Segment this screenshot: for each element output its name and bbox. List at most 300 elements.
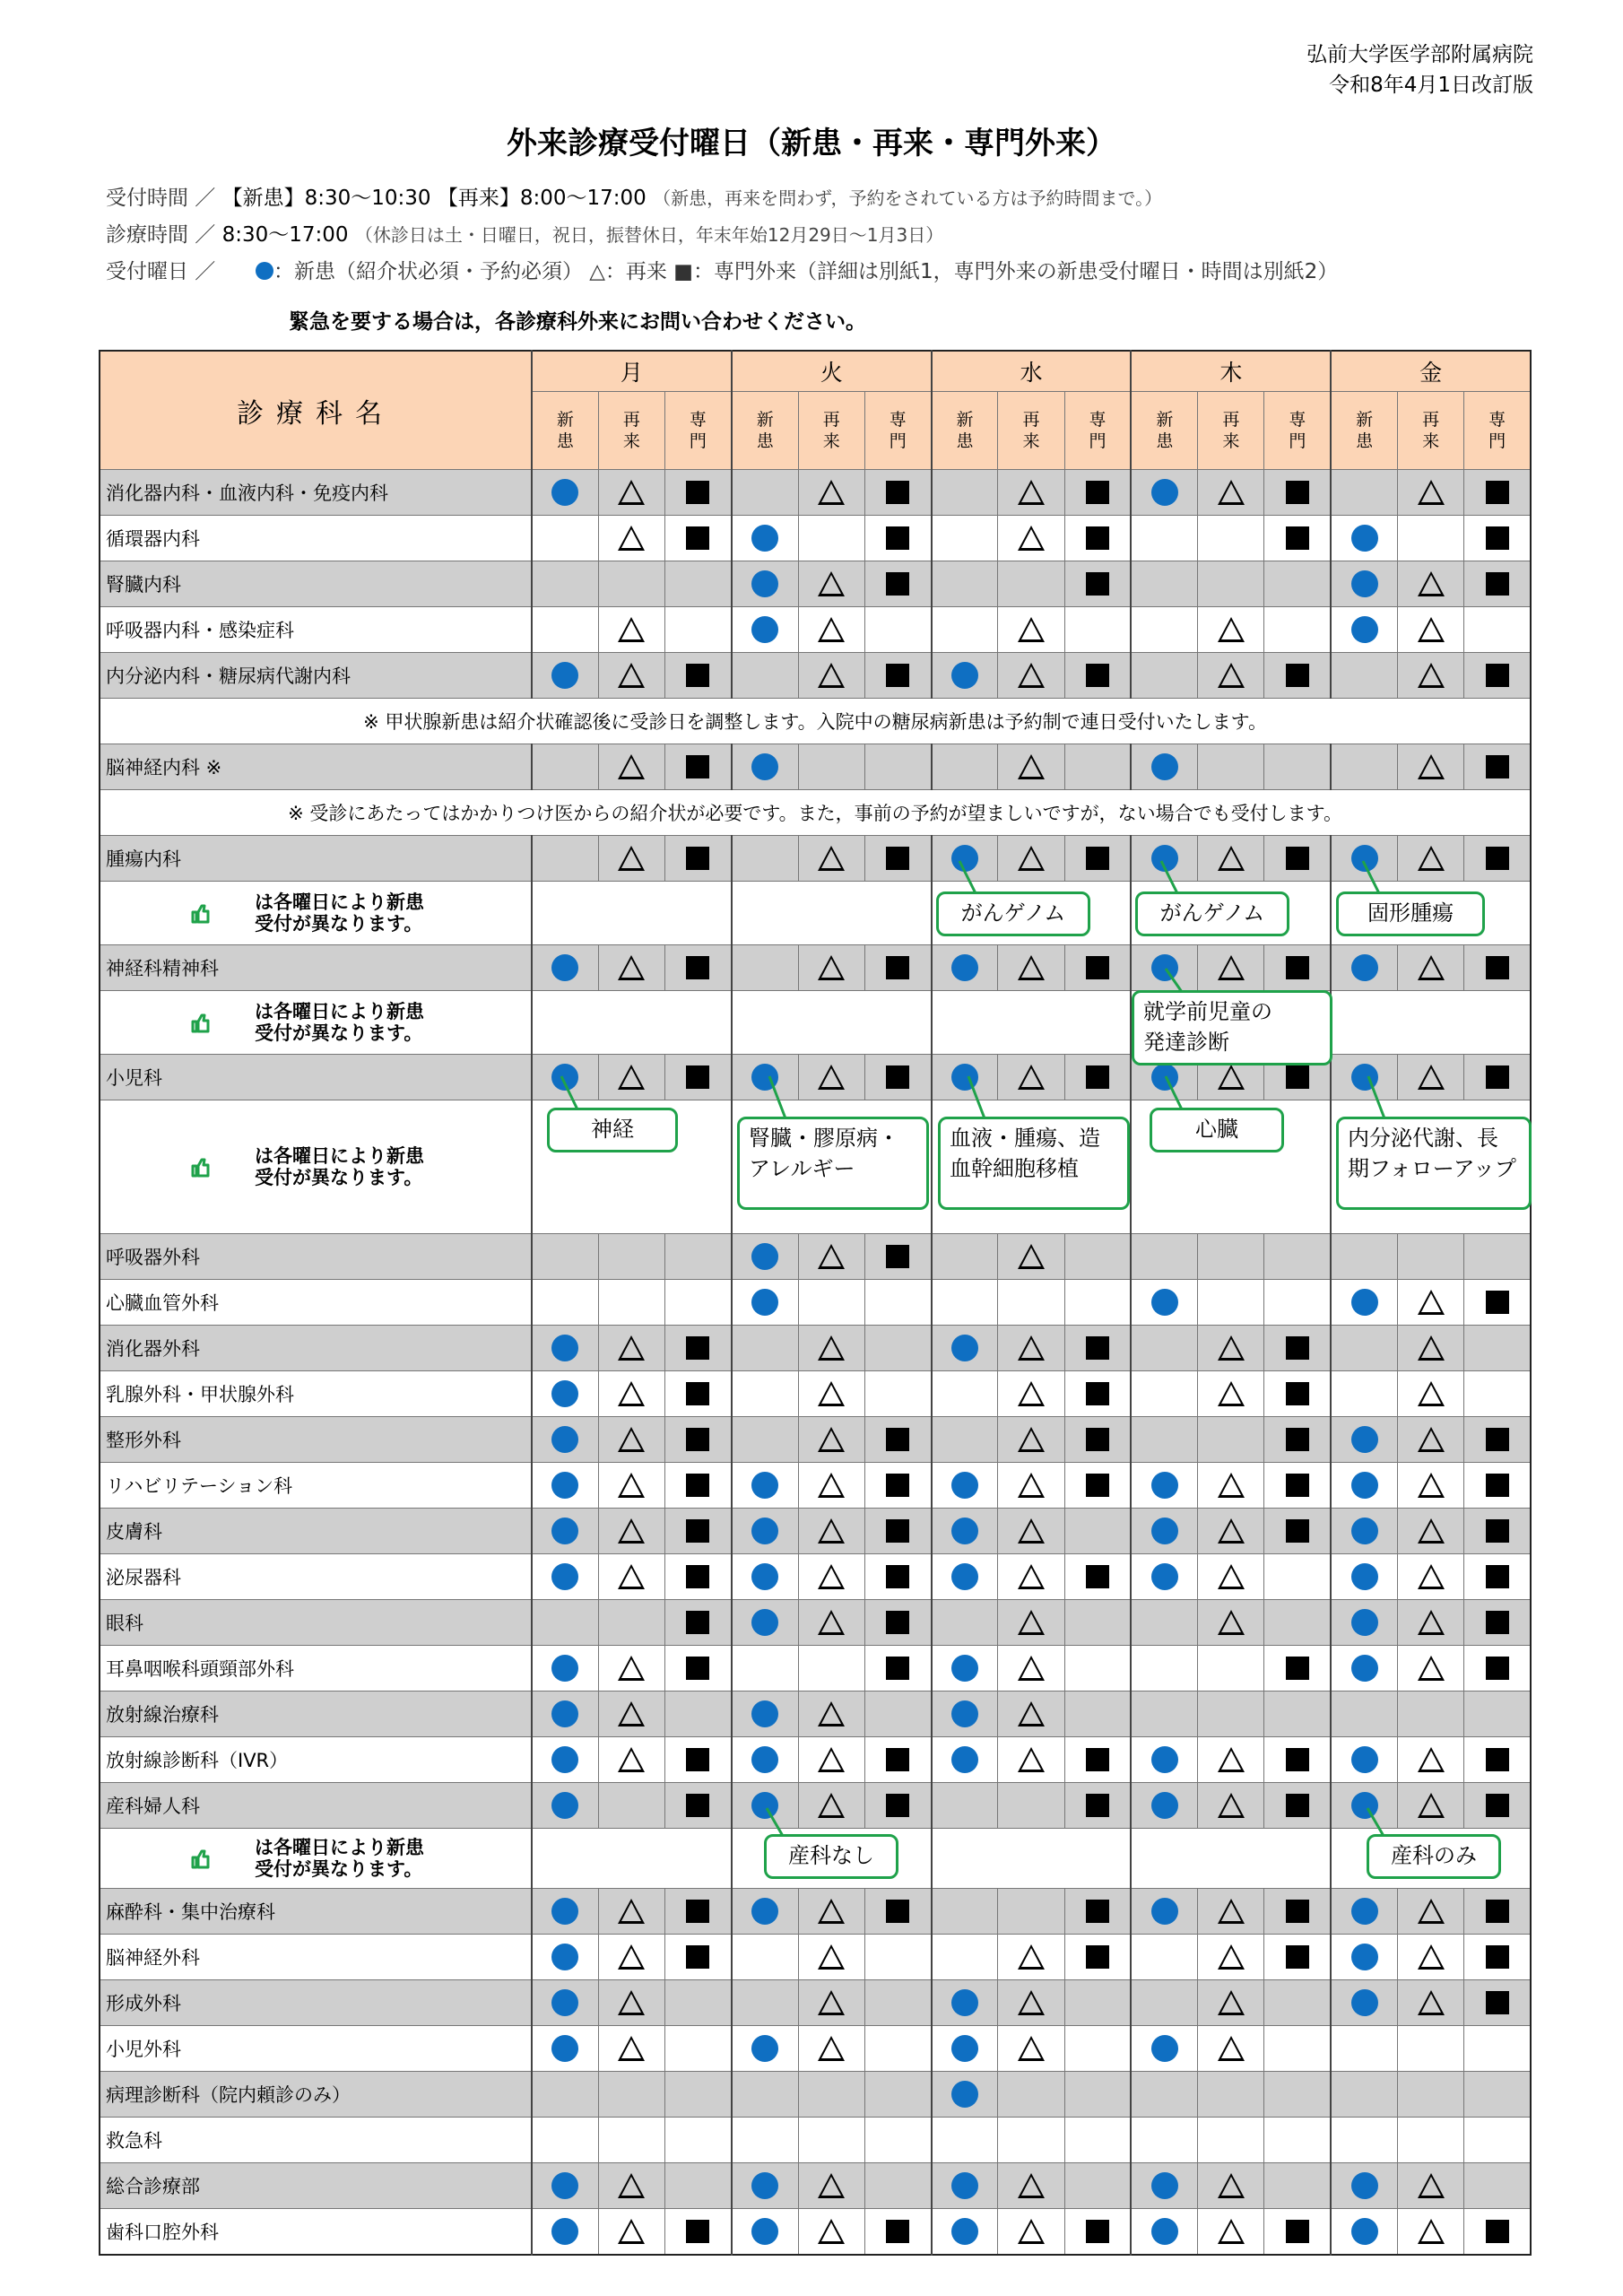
return-triangle-icon xyxy=(1218,1335,1245,1361)
table-row xyxy=(100,1280,1531,1326)
day-header-wed: 水 xyxy=(932,351,1132,392)
schedule-cell xyxy=(1398,1509,1464,1554)
sub-header: 専 門 xyxy=(1464,392,1531,470)
schedule-cell xyxy=(532,1737,598,1783)
notice-row xyxy=(100,699,1531,744)
schedule-cell xyxy=(732,1234,798,1280)
schedule-cell xyxy=(798,1600,864,1646)
specialty-square-icon xyxy=(1486,1748,1509,1771)
specialty-square-icon xyxy=(686,1336,709,1360)
specialty-square-icon xyxy=(686,664,709,687)
new-patient-circle-icon xyxy=(1151,1746,1178,1773)
return-triangle-icon xyxy=(1018,526,1045,551)
schedule-cell xyxy=(665,2026,732,2072)
new-patient-circle-icon xyxy=(1351,2218,1378,2245)
schedule-cell xyxy=(1264,1889,1331,1935)
new-patient-circle-icon xyxy=(751,1243,778,1270)
schedule-cell xyxy=(1198,1889,1264,1935)
schedule-cell xyxy=(864,1463,931,1509)
table-row xyxy=(100,516,1531,561)
sub-header: 専 門 xyxy=(1264,392,1331,470)
schedule-cell xyxy=(1398,1737,1464,1783)
schedule-cell xyxy=(1264,561,1331,607)
return-triangle-icon xyxy=(1418,571,1445,596)
schedule-cell xyxy=(798,1234,864,1280)
schedule-cell xyxy=(598,1055,664,1100)
schedule-cell xyxy=(1131,1889,1197,1935)
dept-name: 耳鼻咽喉科頭頸部外科 xyxy=(100,1646,532,1692)
schedule-cell xyxy=(1198,561,1264,607)
specialty-square-icon xyxy=(886,1611,909,1634)
schedule-cell xyxy=(1398,516,1464,561)
new-patient-circle-icon xyxy=(1151,1563,1178,1590)
new-patient-circle-icon xyxy=(1351,1518,1378,1544)
schedule-cell xyxy=(864,1889,931,1935)
specialty-square-icon xyxy=(686,1900,709,1923)
return-triangle-icon xyxy=(818,1990,845,2015)
schedule-cell xyxy=(1331,1509,1397,1554)
specialty-square-icon xyxy=(1286,1794,1309,1817)
schedule-cell xyxy=(1264,2026,1331,2072)
schedule-cell xyxy=(732,1889,798,1935)
dept-name: 産科婦人科 xyxy=(100,1783,532,1829)
sub-header: 専 門 xyxy=(864,392,931,470)
specialty-square-icon xyxy=(886,526,909,550)
dept-name: 腫瘍内科 xyxy=(100,836,532,882)
schedule-cell xyxy=(1398,1280,1464,1326)
schedule-cell xyxy=(665,2072,732,2118)
schedule-cell xyxy=(998,2163,1064,2209)
new-patient-circle-icon xyxy=(951,954,978,981)
schedule-cell xyxy=(798,607,864,653)
schedule-cell xyxy=(1331,1280,1397,1326)
schedule-cell xyxy=(665,470,732,516)
new-patient-circle-icon xyxy=(551,1989,578,2016)
reception-hours: 受付時間 ／ 【新患】8:30～10:30 【再来】8:00～17:00 （新患，再来を問わず，予約をされている方は予約時間まで。） xyxy=(106,187,1163,210)
return-triangle-icon xyxy=(818,1701,845,1726)
schedule-cell xyxy=(932,1646,998,1692)
schedule-cell xyxy=(1464,1509,1531,1554)
return-triangle-icon xyxy=(1418,846,1445,871)
return-triangle-icon xyxy=(818,2173,845,2198)
new-patient-circle-icon xyxy=(951,1655,978,1682)
schedule-cell xyxy=(598,561,664,607)
schedule-cell xyxy=(1198,1980,1264,2026)
schedule-cell xyxy=(932,2072,998,2118)
dept-name: 腎臓内科 xyxy=(100,561,532,607)
schedule-cell xyxy=(1064,1935,1131,1980)
return-triangle-icon xyxy=(818,1610,845,1635)
schedule-cell xyxy=(932,1600,998,1646)
schedule-cell xyxy=(1331,2026,1397,2072)
specialty-square-icon xyxy=(886,1565,909,1588)
schedule-cell xyxy=(1398,1935,1464,1980)
schedule-cell xyxy=(1064,2118,1131,2163)
schedule-cell xyxy=(1131,1600,1197,1646)
schedule-cell xyxy=(665,1935,732,1980)
schedule-cell xyxy=(864,516,931,561)
schedule-cell xyxy=(598,1737,664,1783)
schedule-cell xyxy=(1131,516,1197,561)
schedule-cell xyxy=(1131,2118,1197,2163)
schedule-cell xyxy=(1464,2163,1531,2209)
schedule-cell xyxy=(864,1417,931,1463)
return-triangle-icon xyxy=(1418,2219,1445,2244)
schedule-cell xyxy=(932,1889,998,1935)
return-triangle-icon xyxy=(618,1518,645,1544)
schedule-cell xyxy=(1464,1055,1531,1100)
specialty-square-icon xyxy=(1486,1565,1509,1588)
specialty-square-icon xyxy=(1086,1474,1109,1497)
specialty-square-icon xyxy=(1486,1945,1509,1969)
schedule-cell xyxy=(1398,1326,1464,1371)
schedule-cell xyxy=(1398,1889,1464,1935)
day-header-fri: 金 xyxy=(1331,351,1531,392)
schedule-cell xyxy=(1131,836,1197,882)
return-triangle-icon xyxy=(1218,1381,1245,1406)
schedule-cell xyxy=(665,1417,732,1463)
dept-header: 診療科名 xyxy=(100,351,532,470)
schedule-cell xyxy=(665,2209,732,2256)
return-triangle-icon xyxy=(1018,754,1045,779)
schedule-cell xyxy=(1264,1371,1331,1417)
specialty-square-icon xyxy=(1286,1382,1309,1405)
table-row xyxy=(100,2118,1531,2163)
table-row xyxy=(100,2026,1531,2072)
schedule-cell xyxy=(1198,836,1264,882)
schedule-cell xyxy=(864,744,931,790)
schedule-cell xyxy=(1331,1692,1397,1737)
schedule-cell xyxy=(1064,1783,1131,1829)
schedule-cell xyxy=(1198,1692,1264,1737)
schedule-cell xyxy=(532,1055,598,1100)
schedule-cell xyxy=(1464,836,1531,882)
return-triangle-icon xyxy=(1418,1990,1445,2015)
schedule-cell xyxy=(998,561,1064,607)
new-patient-circle-icon xyxy=(951,1518,978,1544)
schedule-cell xyxy=(998,1234,1064,1280)
callout-label: 固形腫瘍 xyxy=(1336,891,1485,936)
schedule-cell xyxy=(732,607,798,653)
schedule-cell xyxy=(864,2118,931,2163)
schedule-cell xyxy=(998,1371,1064,1417)
new-patient-circle-icon xyxy=(1351,2172,1378,2199)
schedule-cell xyxy=(1131,1371,1197,1417)
new-patient-circle-icon xyxy=(551,1746,578,1773)
schedule-cell xyxy=(598,1326,664,1371)
new-patient-circle-icon xyxy=(551,2035,578,2062)
specialty-square-icon xyxy=(1286,1336,1309,1360)
schedule-cell xyxy=(1398,836,1464,882)
sub-note-row xyxy=(100,882,1531,945)
schedule-cell xyxy=(665,1889,732,1935)
schedule-cell xyxy=(1398,945,1464,991)
return-triangle-icon xyxy=(618,1656,645,1681)
schedule-cell xyxy=(998,2072,1064,2118)
return-triangle-icon xyxy=(1218,1473,1245,1498)
schedule-cell xyxy=(1331,1935,1397,1980)
schedule-cell xyxy=(1264,470,1331,516)
schedule-cell xyxy=(1131,1646,1197,1692)
return-triangle-icon xyxy=(618,955,645,980)
schedule-cell xyxy=(532,1646,598,1692)
schedule-cell xyxy=(665,1509,732,1554)
schedule-cell xyxy=(1464,653,1531,699)
schedule-cell xyxy=(1131,607,1197,653)
return-triangle-icon xyxy=(818,617,845,642)
schedule-cell xyxy=(732,2209,798,2256)
return-triangle-icon xyxy=(1218,846,1245,871)
schedule-cell xyxy=(1398,1783,1464,1829)
schedule-cell xyxy=(598,1371,664,1417)
thumbs-up-icon xyxy=(190,1848,210,1868)
return-triangle-icon xyxy=(818,2219,845,2244)
table-row xyxy=(100,1234,1531,1280)
schedule-cell xyxy=(598,1600,664,1646)
specialty-square-icon xyxy=(886,1065,909,1089)
schedule-cell xyxy=(1198,653,1264,699)
dept-name: 小児外科 xyxy=(100,2026,532,2072)
return-triangle-icon xyxy=(1418,663,1445,688)
new-patient-circle-icon xyxy=(551,1426,578,1453)
return-triangle-icon xyxy=(1218,1990,1245,2015)
new-patient-circle-icon xyxy=(1351,525,1378,552)
schedule-cell xyxy=(532,744,598,790)
schedule-cell xyxy=(932,1280,998,1326)
return-triangle-icon xyxy=(1018,2173,1045,2198)
schedule-cell xyxy=(1464,2209,1531,2256)
sub-header: 新 患 xyxy=(532,392,598,470)
schedule-cell xyxy=(1131,1554,1197,1600)
schedule-cell xyxy=(665,1600,732,1646)
callout-label: がんゲノム xyxy=(936,891,1090,936)
specialty-square-icon xyxy=(1286,956,1309,979)
specialty-square-icon xyxy=(1486,526,1509,550)
specialty-square-icon xyxy=(686,481,709,504)
schedule-cell xyxy=(932,1371,998,1417)
return-triangle-icon xyxy=(618,1381,645,1406)
return-triangle-icon xyxy=(1418,1427,1445,1452)
schedule-cell xyxy=(864,2209,931,2256)
schedule-cell xyxy=(864,1371,931,1417)
return-triangle-icon xyxy=(1018,1244,1045,1269)
return-triangle-icon xyxy=(818,1381,845,1406)
specialty-square-icon xyxy=(686,1065,709,1089)
specialty-square-icon xyxy=(686,1611,709,1634)
table-row xyxy=(100,607,1531,653)
sub-header: 再 来 xyxy=(1398,392,1464,470)
organization-block xyxy=(1306,39,1533,100)
schedule-cell xyxy=(1331,2209,1397,2256)
schedule-cell xyxy=(1264,2209,1331,2256)
schedule-cell xyxy=(932,470,998,516)
table-row xyxy=(100,1463,1531,1509)
return-triangle-icon xyxy=(618,754,645,779)
schedule-cell xyxy=(998,2118,1064,2163)
schedule-cell xyxy=(1398,1692,1464,1737)
schedule-cell xyxy=(665,945,732,991)
schedule-cell xyxy=(1064,1371,1131,1417)
schedule-cell xyxy=(598,945,664,991)
schedule-cell xyxy=(864,2163,931,2209)
schedule-cell xyxy=(864,945,931,991)
schedule-cell xyxy=(1264,2072,1331,2118)
schedule-cell xyxy=(1064,516,1131,561)
schedule-cell xyxy=(932,1463,998,1509)
return-triangle-icon xyxy=(818,1427,845,1452)
new-patient-circle-icon xyxy=(1351,1792,1378,1819)
return-triangle-icon xyxy=(1018,1747,1045,1772)
schedule-cell xyxy=(1064,945,1131,991)
specialty-square-icon xyxy=(686,1794,709,1817)
schedule-cell xyxy=(1398,653,1464,699)
schedule-cell xyxy=(532,2026,598,2072)
specialty-square-icon xyxy=(886,1428,909,1451)
return-triangle-icon xyxy=(818,1473,845,1498)
new-patient-circle-icon xyxy=(951,2172,978,2199)
schedule-cell xyxy=(864,1692,931,1737)
schedule-cell xyxy=(1064,561,1131,607)
schedule-cell xyxy=(1131,1509,1197,1554)
schedule-cell xyxy=(1064,470,1131,516)
schedule-cell xyxy=(1464,470,1531,516)
return-triangle-icon xyxy=(1018,1381,1045,1406)
new-patient-circle-icon xyxy=(551,1472,578,1499)
schedule-cell xyxy=(998,945,1064,991)
new-patient-circle-icon xyxy=(1151,1472,1178,1499)
return-triangle-icon xyxy=(1218,1793,1245,1818)
dept-name: 消化器外科 xyxy=(100,1326,532,1371)
schedule-cell xyxy=(1331,1234,1397,1280)
schedule-cell xyxy=(598,1783,664,1829)
schedule-cell xyxy=(1331,470,1397,516)
specialty-square-icon xyxy=(686,1474,709,1497)
return-triangle-icon xyxy=(818,846,845,871)
schedule-cell xyxy=(532,1417,598,1463)
schedule-cell xyxy=(1331,653,1397,699)
schedule-cell xyxy=(798,1326,864,1371)
callout-label: 就学前児童の 発達診断 xyxy=(1132,990,1332,1065)
callout-label: 神経 xyxy=(547,1108,678,1152)
new-patient-circle-icon xyxy=(751,1746,778,1773)
schedule-cell xyxy=(1131,470,1197,516)
new-patient-circle-icon xyxy=(551,1792,578,1819)
return-triangle-icon xyxy=(1218,480,1245,505)
schedule-cell xyxy=(932,1692,998,1737)
schedule-cell xyxy=(864,2072,931,2118)
return-triangle-icon xyxy=(1218,1065,1245,1090)
dept-name: 放射線治療科 xyxy=(100,1692,532,1737)
schedule-cell xyxy=(1331,561,1397,607)
schedule-cell xyxy=(932,1554,998,1600)
specialty-square-icon xyxy=(1286,526,1309,550)
schedule-cell xyxy=(1131,1326,1197,1371)
table-row xyxy=(100,1509,1531,1554)
schedule-cell xyxy=(1064,1600,1131,1646)
schedule-cell xyxy=(1398,1055,1464,1100)
callout-label: 産科なし xyxy=(764,1834,898,1879)
schedule-cell xyxy=(932,607,998,653)
return-triangle-icon xyxy=(1418,1610,1445,1635)
schedule-cell xyxy=(598,1980,664,2026)
schedule-cell xyxy=(532,1326,598,1371)
schedule-cell xyxy=(998,516,1064,561)
schedule-cell xyxy=(1198,2163,1264,2209)
thumbs-up-icon xyxy=(190,1157,210,1177)
dept-name: 麻酔科・集中治療科 xyxy=(100,1889,532,1935)
return-triangle-icon xyxy=(618,2173,645,2198)
specialty-square-icon xyxy=(686,956,709,979)
specialty-square-icon xyxy=(886,1794,909,1817)
schedule-cell xyxy=(732,836,798,882)
schedule-cell xyxy=(732,470,798,516)
specialty-square-icon xyxy=(686,1748,709,1771)
schedule-cell xyxy=(1464,1889,1531,1935)
return-triangle-icon xyxy=(1418,1290,1445,1315)
new-patient-circle-icon xyxy=(951,662,978,689)
schedule-cell xyxy=(732,1783,798,1829)
schedule-cell xyxy=(598,836,664,882)
dept-name: 消化器内科・血液内科・免疫内科 xyxy=(100,470,532,516)
schedule-cell xyxy=(1198,607,1264,653)
schedule-cell xyxy=(732,945,798,991)
schedule-cell xyxy=(665,1234,732,1280)
return-triangle-icon xyxy=(1018,846,1045,871)
specialty-square-icon xyxy=(686,1382,709,1405)
return-triangle-icon xyxy=(1018,1944,1045,1970)
specialty-square-icon xyxy=(886,1519,909,1543)
schedule-cell xyxy=(1331,2118,1397,2163)
schedule-cell xyxy=(598,1889,664,1935)
schedule-cell xyxy=(1464,1326,1531,1371)
schedule-cell xyxy=(598,1509,664,1554)
return-triangle-icon xyxy=(1418,1747,1445,1772)
dept-name: 乳腺外科・甲状腺外科 xyxy=(100,1371,532,1417)
new-patient-circle-icon xyxy=(1351,1426,1378,1453)
specialty-square-icon xyxy=(1086,1065,1109,1089)
specialty-square-icon xyxy=(1486,1428,1509,1451)
schedule-cell xyxy=(864,607,931,653)
return-triangle-icon xyxy=(1018,955,1045,980)
schedule-cell xyxy=(1464,1554,1531,1600)
return-triangle-icon xyxy=(1418,955,1445,980)
schedule-cell xyxy=(798,1935,864,1980)
thumbs-up-icon xyxy=(190,1013,210,1032)
table-row xyxy=(100,836,1531,882)
sub-header: 専 門 xyxy=(665,392,732,470)
specialty-square-icon xyxy=(1486,755,1509,778)
return-triangle-icon xyxy=(618,1944,645,1970)
new-patient-circle-icon xyxy=(1351,1898,1378,1925)
schedule-cell xyxy=(1464,1783,1531,1829)
specialty-square-icon xyxy=(886,664,909,687)
schedule-cell xyxy=(1331,744,1397,790)
schedule-cell xyxy=(1398,470,1464,516)
schedule-cell xyxy=(1264,744,1331,790)
schedule-cell xyxy=(598,2026,664,2072)
schedule-cell xyxy=(1064,1554,1131,1600)
schedule-cell xyxy=(998,744,1064,790)
schedule-cell xyxy=(998,1935,1064,1980)
schedule-cell xyxy=(665,2118,732,2163)
dept-name: 呼吸器内科・感染症科 xyxy=(100,607,532,653)
schedule-cell xyxy=(1464,1737,1531,1783)
new-patient-circle-icon xyxy=(951,1746,978,1773)
schedule-cell xyxy=(998,836,1064,882)
schedule-cell xyxy=(1198,1417,1264,1463)
new-patient-circle-icon xyxy=(1351,845,1378,872)
schedule-cell xyxy=(1064,1737,1131,1783)
